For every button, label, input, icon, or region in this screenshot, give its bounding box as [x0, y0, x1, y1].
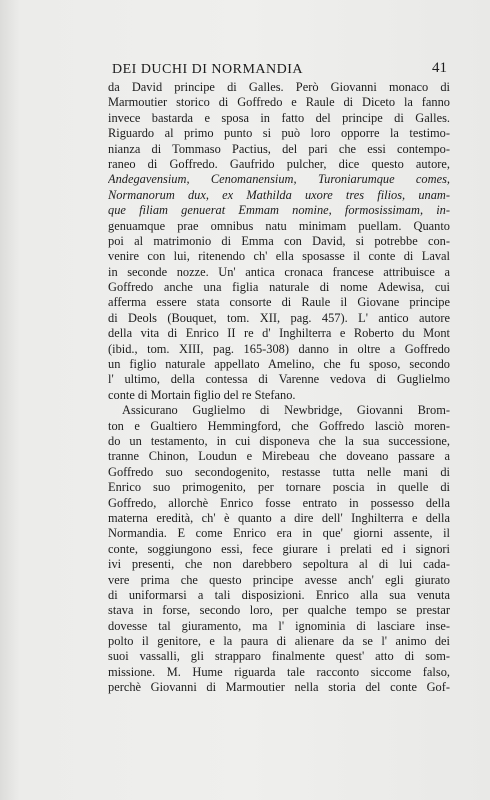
text-line: que filiam genuerat Emmam nomine, formosissimam, in-: [108, 203, 450, 218]
text-line: conte, soggiungono essi, fece giurare i prelati ed i signori: [108, 541, 450, 556]
text-line: un figlio naturale appellato Amelino, che fu sposo, secondo: [108, 357, 450, 372]
text-line: da David principe di Galles. Però Giovanni monaco di: [108, 80, 450, 94]
body-text: [108, 80, 450, 696]
text-line: invece bastarda e sposa in fatto del principe di Galles.: [108, 110, 450, 125]
text-line: ivi presenti, che non darebbero sepoltura al di lui cada-: [108, 557, 450, 572]
text-line: genuamque prae omnibus natu minimam puellam. Quanto: [108, 218, 450, 233]
text-line: venire con lui, ritenendo ch' ella sposasse il conte di Laval: [108, 249, 450, 264]
text-line: suoi vassalli, gli strapparo finalmente quest' atto di som-: [108, 649, 450, 664]
text-line: conte di Mortain figlio del re Stefano.: [108, 387, 296, 402]
text-line: Normandia. E come Enrico era in que' giorni assente, il: [108, 526, 450, 541]
text-line: Goffredo, allorchè Enrico fosse entrato in possesso della: [108, 495, 450, 510]
text-line: ton e Gualtiero Hemmingford, che Goffredo lasciò moren-: [108, 418, 450, 433]
text-line: do un testamento, in cui disponeva che la sua successione,: [108, 433, 450, 448]
text-line: tranne Chinon, Loudun e Mirebeau che doveano passare a: [108, 449, 450, 464]
text-line: Goffredo suo secondogenito, restasse tutta nelle mani di: [108, 464, 450, 479]
text-line: di Deols (Bouquet, tom. XII, pag. 457). L' antico autore: [108, 310, 450, 325]
text-line: poi al matrimonio di Emma con David, si potrebbe con-: [108, 233, 450, 248]
text-line: afferma essere stata consorte di Raule il Giovane principe: [108, 295, 450, 310]
text-line: materna eredità, ch' è quanto a dire dell' Inghilterra e della: [108, 510, 450, 525]
text-line: stava in forse, secondo loro, per qualche tempo se prestar: [108, 603, 450, 618]
text-line: in seconde nozze. Un' antica cronaca francese attribuisce a: [108, 264, 450, 279]
text-line: Riguardo al primo punto si può loro opporre la testimo-: [108, 126, 450, 141]
running-title: DEI DUCHI DI NORMANDIA: [112, 62, 304, 77]
text-line: (ibid., tom. XIII, pag. 165-308) danno in oltre a Goffredo: [108, 341, 450, 356]
text-line: perchè Giovanni di Marmoutier nella storia del conte Gof-: [108, 680, 450, 695]
text-line: Assicurano Guglielmo di Newbridge, Giovanni Brom-: [122, 403, 450, 418]
text-line: Normanorum dux, ex Mathilda uxore tres filios, unam-: [108, 187, 450, 202]
text-line: Goffredo anche una figlia naturale di nome Adewisa, cui: [108, 280, 450, 295]
text-line: l' ultimo, della contessa di Varenne vedova di Guglielmo: [108, 372, 450, 387]
text-line: dovesse tal giuramento, ma l' ignominia di lasciare inse-: [108, 618, 450, 633]
text-line: nianza di Tommaso Pactius, del pari che essi contempo-: [108, 141, 450, 156]
text-line: di uniformarsi a tali disposizioni. Enrico alla sua venuta: [108, 587, 450, 602]
text-line: Marmoutier storico di Goffredo e Raule di Diceto la fanno: [108, 95, 450, 110]
text-line: vere prima che questo principe avesse anch' egli giurato: [108, 572, 450, 587]
text-line: raneo di Goffredo. Gaufrido pulcher, dice questo autore,: [108, 156, 450, 171]
text-line: Enrico suo primogenito, per tornare poscia in quelle di: [108, 480, 450, 495]
text-line: Andegavensium, Cenomanensium, Turoniarumque comes,: [108, 172, 450, 187]
text-line: della vita di Enrico II re d' Inghilterra e Roberto du Mont: [108, 326, 450, 341]
text-line: polto il genitore, e la paura di alienare da se l' animo dei: [108, 634, 450, 649]
page-number: 41: [432, 60, 447, 76]
page-header: [112, 62, 447, 80]
text-line: missione. M. Hume riguarda tale racconto siccome falso,: [108, 664, 450, 679]
